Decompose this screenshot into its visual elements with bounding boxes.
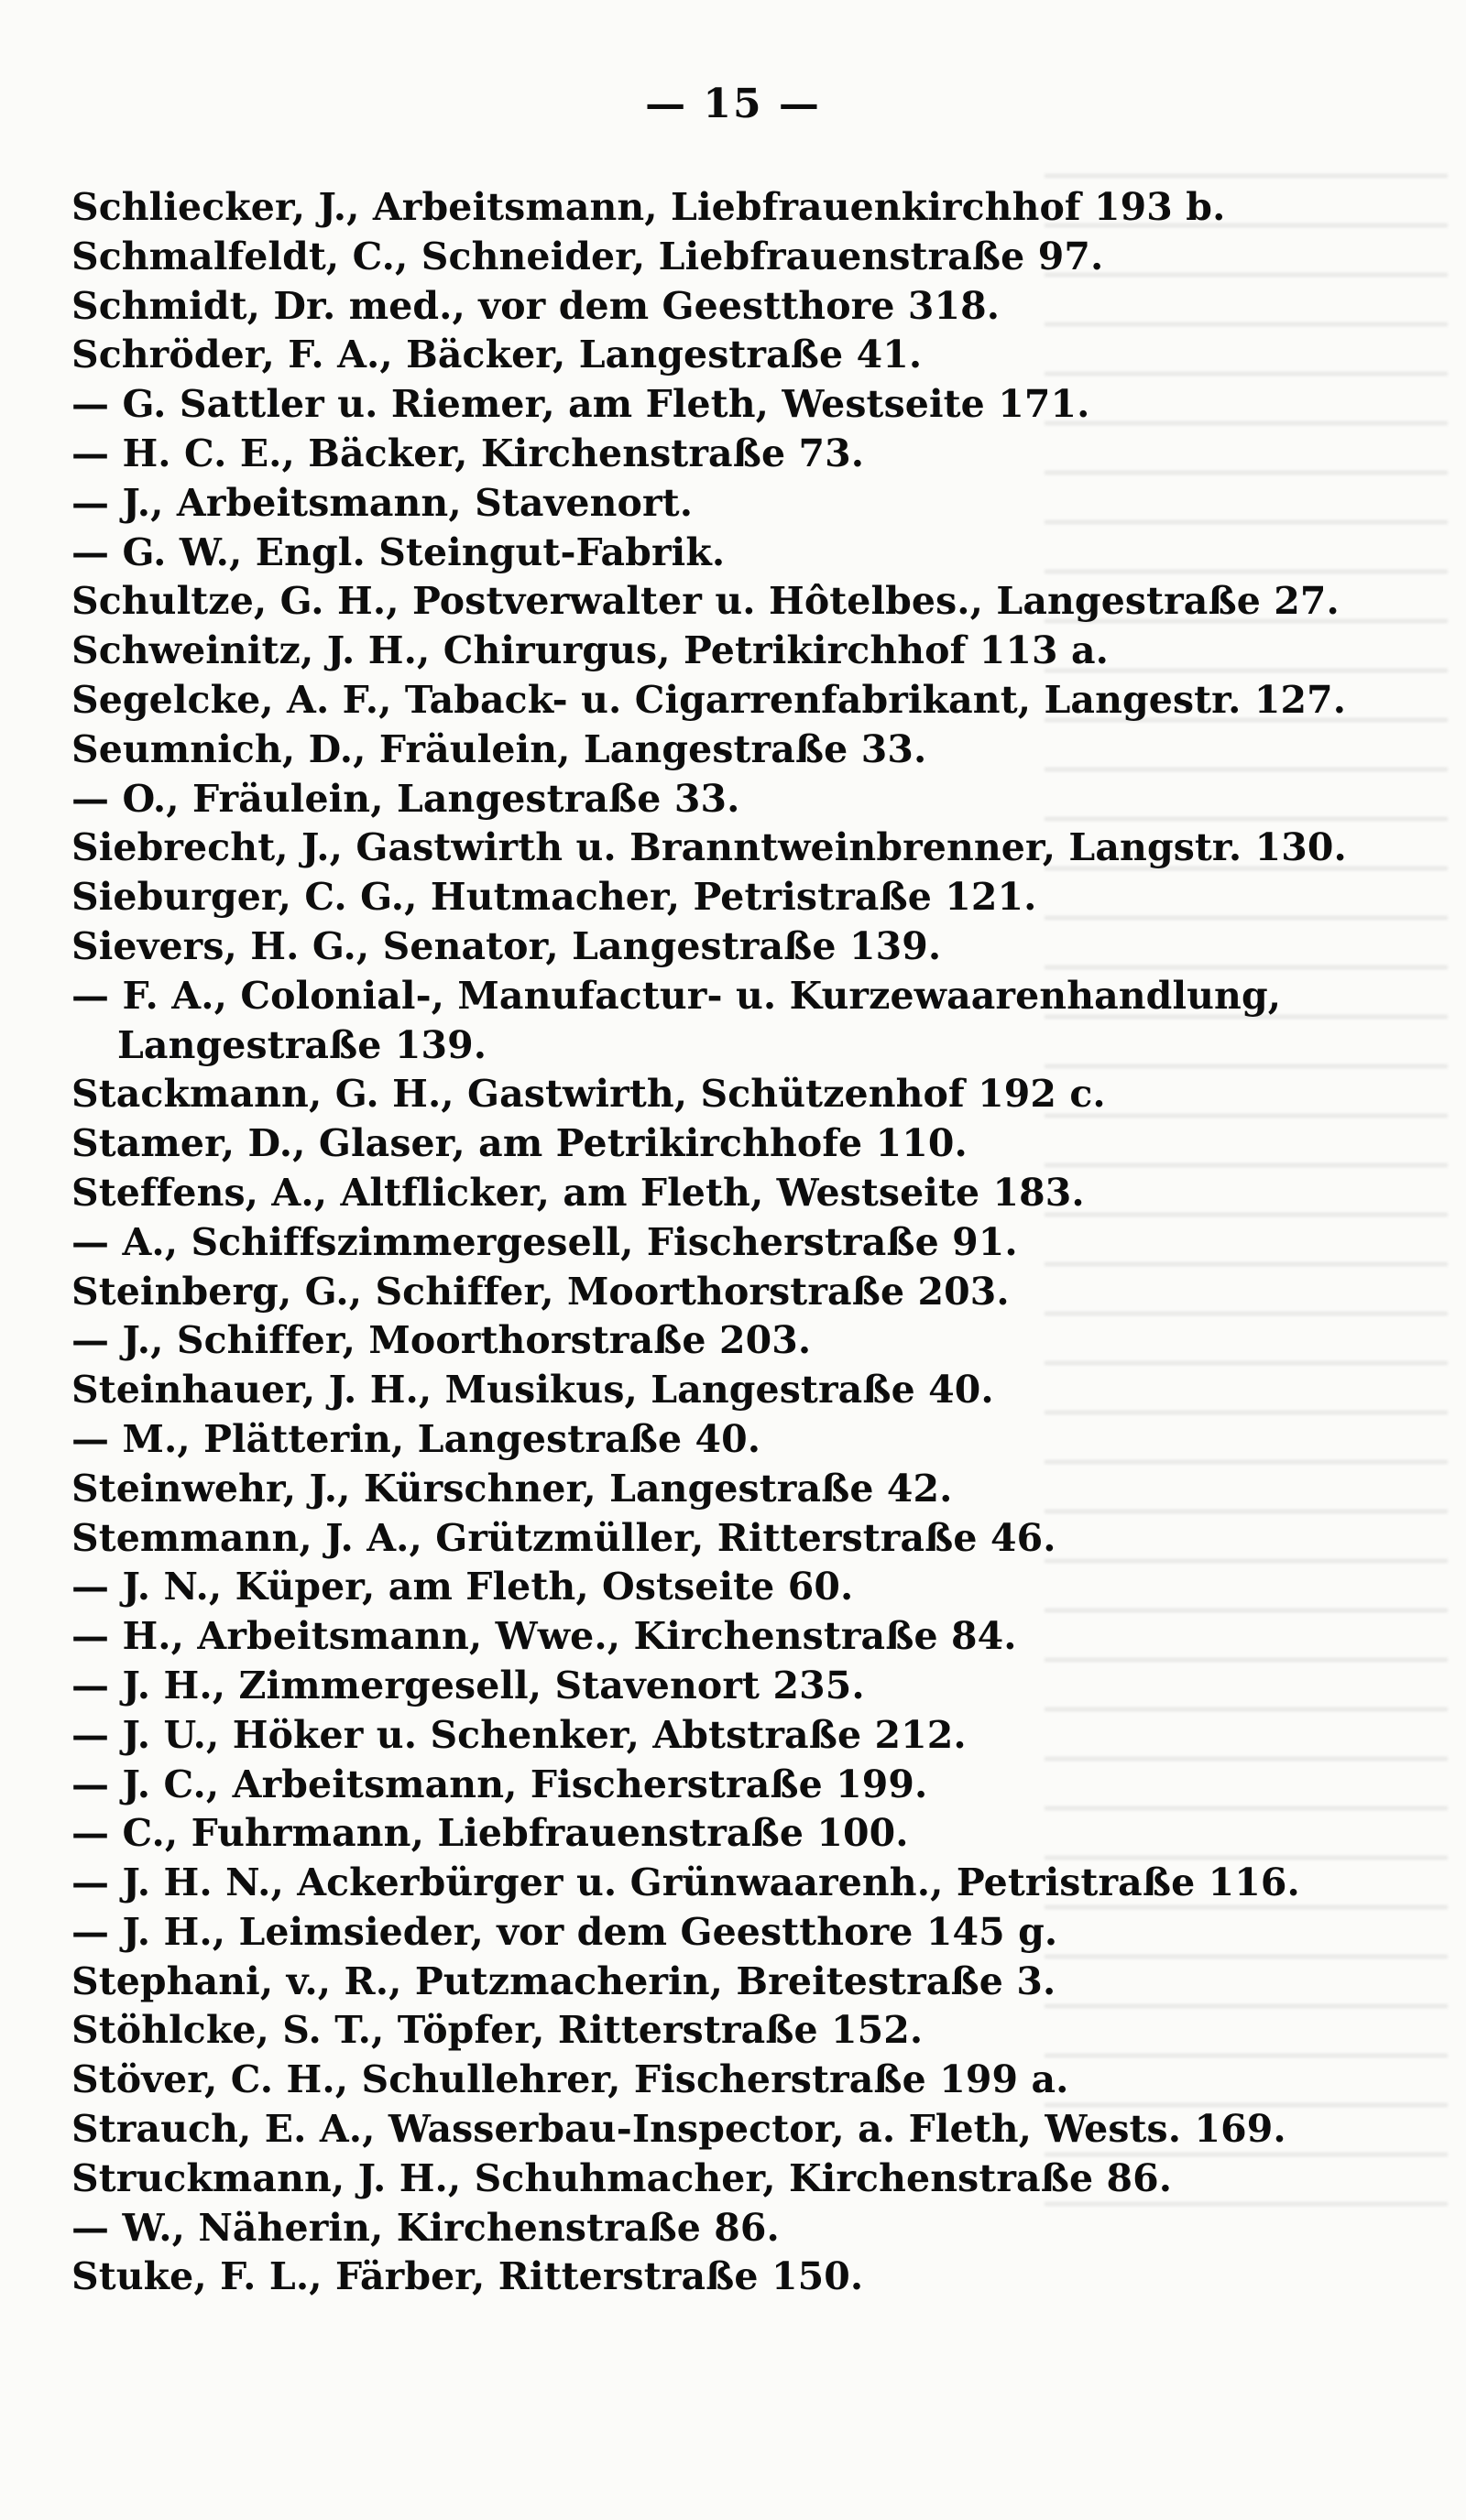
directory-entry: — G. Sattler u. Riemer, am Fleth, Westseite 171. [71,382,1090,427]
directory-entry: Stackmann, G. H., Gastwirth, Schützenhof 192 c. [71,1072,1106,1117]
directory-entry: Langestraße 139. [117,1022,487,1067]
directory-entry: — C., Fuhrmann, Liebfrauenstraße 100. [71,1811,909,1856]
directory-entry: Steinwehr, J., Kürschner, Langestraße 42. [71,1466,953,1511]
directory-entry: Stöver, C. H., Schullehrer, Fischerstraße 199 a. [71,2057,1069,2102]
directory-entry: — J., Schiffer, Moorthorstraße 203. [71,1318,812,1363]
directory-entry: — M., Plätterin, Langestraße 40. [71,1416,761,1461]
directory-entries [71,183,1409,2302]
directory-entry: Steinhauer, J. H., Musikus, Langestraße 40. [71,1368,994,1413]
directory-entry: Steinberg, G., Schiffer, Moorthorstraße 203. [71,1269,1010,1314]
directory-entry: Schultze, G. H., Postverwalter u. Hôtelbes., Langestraße 27. [71,579,1340,624]
directory-entry: — J. C., Arbeitsmann, Fischerstraße 199. [71,1762,928,1806]
directory-entry: — A., Schiffszimmergesell, Fischerstraße 91. [71,1219,1018,1264]
directory-entry: Schmalfeldt, C., Schneider, Liebfrauenstraße 97. [71,234,1104,278]
directory-entry: — O., Fräulein, Langestraße 33. [71,776,740,821]
directory-entry: — J. U., Höker u. Schenker, Abtstraße 212. [71,1712,967,1757]
directory-entry: — H., Arbeitsmann, Wwe., Kirchenstraße 84. [71,1614,1017,1659]
directory-entry: Schröder, F. A., Bäcker, Langestraße 41. [71,333,923,377]
page-number: — 15 — [645,81,821,127]
directory-entry: Stamer, D., Glaser, am Petrikirchhofe 110. [71,1121,968,1166]
directory-entry: — J., Arbeitsmann, Stavenort. [71,480,694,525]
directory-entry: Schmidt, Dr. med., vor dem Geestthore 318. [71,283,1001,328]
directory-entry: — F. A., Colonial-, Manufactur- u. Kurzewaarenhandlung, [71,973,1282,1018]
directory-entry: Sieburger, C. G., Hutmacher, Petristraße 121. [71,875,1037,920]
directory-entry: Stephani, v., R., Putzmacherin, Breitestraße 3. [71,1958,1056,2003]
directory-entry: — J. H., Leimsieder, vor dem Geestthore 145 g. [71,1909,1058,1954]
directory-entry: Seumnich, D., Fräulein, Langestraße 33. [71,726,927,771]
directory-entry: — J. H. N., Ackerbürger u. Grünwaarenh., Petristraße 116. [71,1860,1300,1905]
directory-entry: Stemmann, J. A., Grützmüller, Ritterstraße 46. [71,1515,1056,1560]
directory-entry: Schliecker, J., Arbeitsmann, Liebfrauenkirchhof 193 b. [71,185,1226,229]
directory-entry: — J. H., Zimmergesell, Stavenort 235. [71,1663,865,1707]
directory-entry: Strauch, E. A., Wasserbau-Inspector, a. Fleth, Wests. 169. [71,2107,1286,2152]
directory-entry: Schweinitz, J. H., Chirurgus, Petrikirchhof 113 a. [71,628,1109,673]
directory-entry: Steffens, A., Altflicker, am Fleth, Westseite 183. [71,1170,1085,1215]
directory-entry: — W., Näherin, Kirchenstraße 86. [71,2205,780,2250]
directory-entry: Stuke, F. L., Färber, Ritterstraße 150. [71,2254,864,2299]
directory-entry: — G. W., Engl. Steingut-Fabrik. [71,529,726,574]
directory-entry: Segelcke, A. F., Taback- u. Cigarrenfabrikant, Langestr. 127. [71,677,1347,722]
directory-entry: Sievers, H. G., Senator, Langestraße 139. [71,923,942,968]
directory-entry: — J. N., Küper, am Fleth, Ostseite 60. [71,1565,854,1609]
directory-entry: Siebrecht, J., Gastwirth u. Branntweinbrenner, Langstr. 130. [71,825,1347,870]
directory-entry: Stöhlcke, S. T., Töpfer, Ritterstraße 152. [71,2008,924,2053]
directory-entry: Struckmann, J. H., Schuhmacher, Kirchenstraße 86. [71,2155,1173,2200]
directory-entry: — H. C. E., Bäcker, Kirchenstraße 73. [71,431,865,475]
